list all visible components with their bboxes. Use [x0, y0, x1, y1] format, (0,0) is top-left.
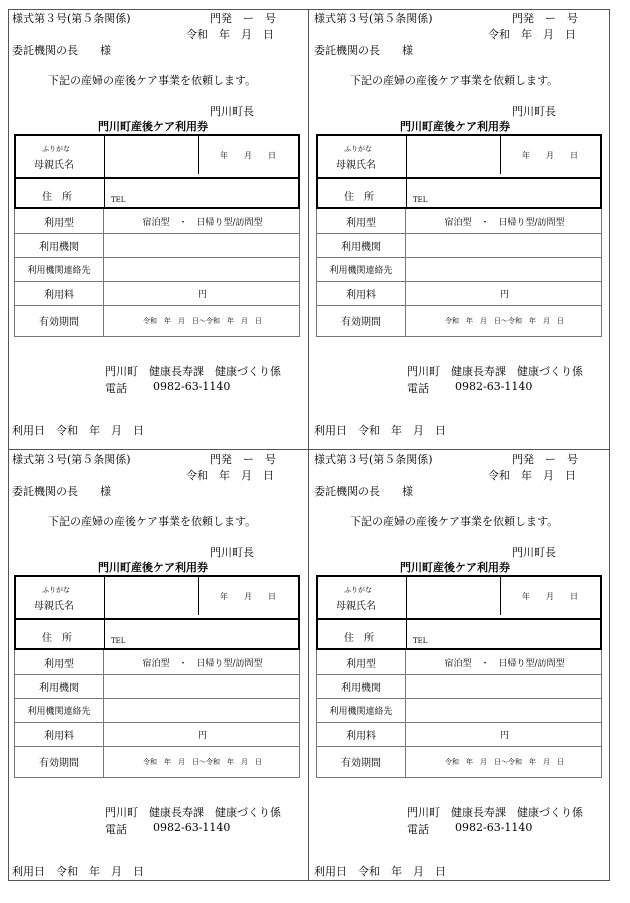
fee-label: 利用料 [346, 730, 376, 742]
phone-number: 0982-63-1140 [455, 821, 533, 834]
facility-label: 利用機関 [341, 682, 381, 694]
facility-contact-label: 利用機関連絡先 [329, 706, 393, 717]
tel-label: TEL [111, 637, 126, 645]
furigana-label: ふりがな [42, 586, 70, 594]
facility-field[interactable] [104, 674, 301, 698]
voucher [312, 10, 612, 450]
issue-date: 令和 年 月 日 [186, 28, 274, 41]
request-text: 下記の産婦の産後ケア事業を依頼します。 [350, 74, 559, 87]
doc-number: 門発 ー 号 [512, 453, 578, 466]
fee-label: 利用料 [44, 289, 74, 301]
fee-label: 利用料 [44, 730, 74, 742]
validity-field[interactable]: 令和 年 月 日～令和 年 月 日 [445, 316, 564, 325]
furigana-label: ふりがな [344, 145, 372, 153]
facility-label: 利用機関 [39, 682, 79, 694]
mother-name-label: 母親氏名 [336, 160, 376, 171]
voucher-title: 門川町産後ケア利用券 [98, 561, 208, 574]
usage-table [14, 209, 300, 337]
validity-label: 有効期間 [39, 758, 79, 769]
phone-number: 0982-63-1140 [455, 380, 533, 393]
validity-field[interactable]: 令和 年 月 日～令和 年 月 日 [143, 316, 262, 325]
mother-name-field[interactable] [106, 136, 196, 176]
doc-number: 門発 ー 号 [210, 453, 276, 466]
usage-type-label: 利用型 [346, 658, 376, 670]
usage-table [14, 650, 300, 778]
addressee: 委託機関の長 様 [12, 44, 111, 57]
validity-label: 有効期間 [341, 317, 381, 328]
facility-contact-label: 利用機関連絡先 [27, 265, 91, 276]
tel-label: TEL [413, 637, 428, 645]
request-text: 下記の産婦の産後ケア事業を依頼します。 [350, 515, 559, 528]
mother-name-label: 母親氏名 [34, 160, 74, 171]
fee-field[interactable]: 円 [197, 289, 207, 300]
birthdate-field[interactable]: 年 月 日 [220, 592, 276, 601]
usage-date: 利用日 令和 年 月 日 [12, 424, 144, 437]
doc-number: 門発 ー 号 [512, 12, 578, 25]
department: 門川町 健康長寿課 健康づくり係 [407, 806, 583, 819]
fee-field[interactable]: 円 [499, 730, 509, 741]
facility-contact-field[interactable] [104, 257, 301, 281]
form-label: 様式第３号(第５条関係) [12, 12, 131, 25]
form-label: 様式第３号(第５条関係) [12, 453, 131, 466]
usage-type-label: 利用型 [44, 217, 74, 229]
birthdate-field[interactable]: 年 月 日 [522, 592, 578, 601]
issue-date: 令和 年 月 日 [488, 469, 576, 482]
department: 門川町 健康長寿課 健康づくり係 [105, 365, 281, 378]
usage-date: 利用日 令和 年 月 日 [314, 865, 446, 878]
phone-label: 電話 [407, 382, 429, 395]
addressee: 委託機関の長 様 [314, 485, 413, 498]
addressee: 委託機関の長 様 [12, 485, 111, 498]
birthdate-field[interactable]: 年 月 日 [220, 151, 276, 160]
usage-type-options[interactable]: 宿泊型 ・ 日帰り型/訪問型 [142, 658, 263, 669]
usage-type-label: 利用型 [44, 658, 74, 670]
tel-label: TEL [413, 196, 428, 204]
facility-contact-label: 利用機関連絡先 [27, 706, 91, 717]
department: 門川町 健康長寿課 健康づくり係 [407, 365, 583, 378]
recipient-box [14, 134, 300, 209]
issuer: 門川町長 [512, 105, 556, 118]
mother-name-field[interactable] [408, 136, 498, 176]
voucher-title: 門川町産後ケア利用券 [400, 561, 510, 574]
form-label: 様式第３号(第５条関係) [314, 12, 433, 25]
facility-label: 利用機関 [341, 241, 381, 253]
mother-name-label: 母親氏名 [34, 601, 74, 612]
usage-table [316, 209, 602, 337]
phone-label: 電話 [407, 823, 429, 836]
voucher [10, 451, 310, 891]
usage-date: 利用日 令和 年 月 日 [314, 424, 446, 437]
facility-label: 利用機関 [39, 241, 79, 253]
recipient-box [316, 575, 602, 650]
birthdate-field[interactable]: 年 月 日 [522, 151, 578, 160]
voucher-title: 門川町産後ケア利用券 [400, 120, 510, 133]
voucher [312, 451, 612, 891]
addressee: 委託機関の長 様 [314, 44, 413, 57]
usage-date: 利用日 令和 年 月 日 [12, 865, 144, 878]
validity-label: 有効期間 [341, 758, 381, 769]
request-text: 下記の産婦の産後ケア事業を依頼します。 [48, 74, 257, 87]
usage-type-options[interactable]: 宿泊型 ・ 日帰り型/訪問型 [142, 217, 263, 228]
recipient-box [14, 575, 300, 650]
issuer: 門川町長 [512, 546, 556, 559]
facility-field[interactable] [406, 233, 603, 257]
fee-label: 利用料 [346, 289, 376, 301]
fee-field[interactable]: 円 [197, 730, 207, 741]
phone-number: 0982-63-1140 [153, 821, 231, 834]
address-label: 住 所 [42, 192, 72, 203]
mother-name-label: 母親氏名 [336, 601, 376, 612]
phone-label: 電話 [105, 823, 127, 836]
address-label: 住 所 [344, 192, 374, 203]
issue-date: 令和 年 月 日 [186, 469, 274, 482]
facility-field[interactable] [104, 233, 301, 257]
validity-field[interactable]: 令和 年 月 日～令和 年 月 日 [143, 757, 262, 766]
address-label: 住 所 [344, 633, 374, 644]
phone-number: 0982-63-1140 [153, 380, 231, 393]
mother-name-field[interactable] [106, 577, 196, 617]
facility-contact-field[interactable] [104, 698, 301, 722]
doc-number: 門発 ー 号 [210, 12, 276, 25]
issuer: 門川町長 [210, 105, 254, 118]
furigana-label: ふりがな [42, 145, 70, 153]
usage-table [316, 650, 602, 778]
voucher [10, 10, 310, 450]
facility-contact-label: 利用機関連絡先 [329, 265, 393, 276]
facility-contact-field[interactable] [406, 257, 603, 281]
validity-field[interactable]: 令和 年 月 日～令和 年 月 日 [445, 757, 564, 766]
recipient-box [316, 134, 602, 209]
furigana-label: ふりがな [344, 586, 372, 594]
issue-date: 令和 年 月 日 [488, 28, 576, 41]
phone-label: 電話 [105, 382, 127, 395]
address-label: 住 所 [42, 633, 72, 644]
voucher-title: 門川町産後ケア利用券 [98, 120, 208, 133]
usage-type-label: 利用型 [346, 217, 376, 229]
form-label: 様式第３号(第５条関係) [314, 453, 433, 466]
validity-label: 有効期間 [39, 317, 79, 328]
facility-field[interactable] [406, 674, 603, 698]
tel-label: TEL [111, 196, 126, 204]
department: 門川町 健康長寿課 健康づくり係 [105, 806, 281, 819]
usage-type-options[interactable]: 宿泊型 ・ 日帰り型/訪問型 [444, 658, 565, 669]
fee-field[interactable]: 円 [499, 289, 509, 300]
mother-name-field[interactable] [408, 577, 498, 617]
issuer: 門川町長 [210, 546, 254, 559]
facility-contact-field[interactable] [406, 698, 603, 722]
request-text: 下記の産婦の産後ケア事業を依頼します。 [48, 515, 257, 528]
usage-type-options[interactable]: 宿泊型 ・ 日帰り型/訪問型 [444, 217, 565, 228]
